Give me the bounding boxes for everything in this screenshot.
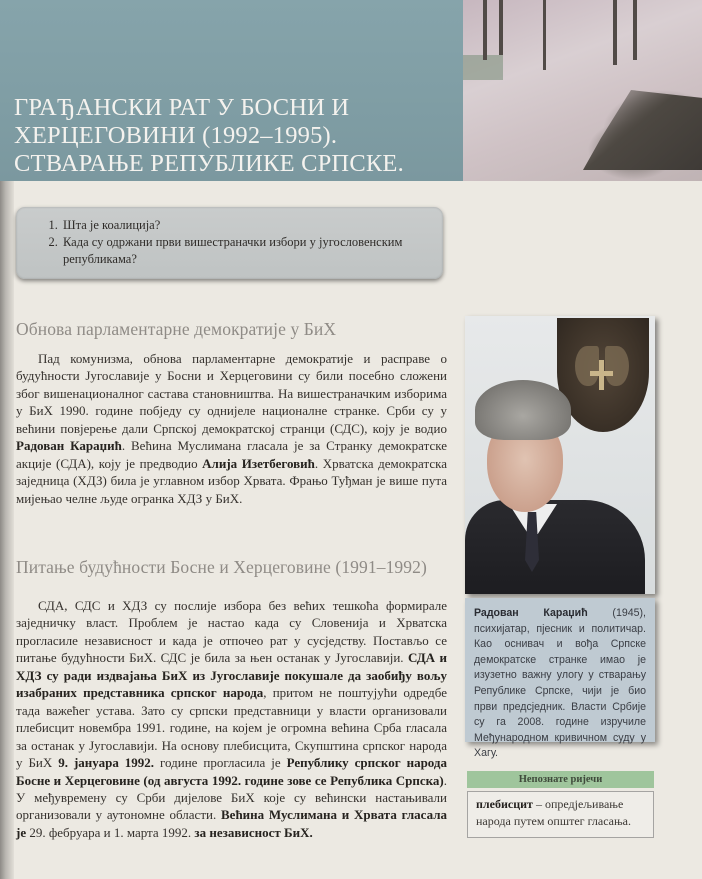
section-heading: Питање будућности Босне и Херцеговине (1991–1992) (16, 557, 427, 577)
chapter-title (14, 94, 454, 178)
question-item: 1. Шта је коалиција? (61, 217, 435, 234)
body-text: . Хрватска демократска заједница (ХДЗ) била је углавном избор Хрвата. Фрањо Туђман је више пута мијењао челне људе огранка ХДЗ у БиХ. (16, 455, 447, 506)
section-heading: Обнова парламентарне демократије у БиХ (16, 319, 337, 339)
portrait-suit-shape (465, 500, 645, 594)
question-item: 2. Када су одржани први вишестраначки избори у југословенским републикама? (61, 234, 435, 268)
glossary-box (467, 791, 654, 838)
photo-pole-shape (483, 0, 487, 60)
chapter-title-line: ГРАЂАНСКИ РАТ У БОСНИ И (14, 94, 350, 121)
portrait-photo (465, 316, 655, 594)
body-text: . Већина Муслимана гласала је за Странку демократске акције (СДА), коју је предводио (16, 438, 447, 471)
photo-pole-shape (613, 0, 617, 65)
war-street-photo (463, 0, 702, 181)
double-headed-eagle-icon (575, 346, 599, 386)
portrait-hair-shape (475, 380, 571, 440)
body-text: . У међувремену су Срби дијелове БиХ које су већински настањивали организовали у аутономне области. (16, 772, 447, 823)
emphasized-text: Радован Караџић (16, 438, 122, 454)
glossary-header: Непознате ријечи (467, 771, 654, 788)
chapter-title-line: СТВАРАЊЕ РЕПУБЛИКЕ СРПСКЕ. (14, 150, 404, 177)
cross-icon (590, 371, 613, 376)
chapter-title-line: ХЕРЦЕГОВИНИ (1992–1995). (14, 122, 338, 149)
glossary-definition: – опредјељивање народа путем општег гласања. (476, 797, 632, 828)
emphasized-text: СДА и ХДЗ су ради издвајања БиХ из Југославије покушале да заобиђу вољу изабраних представника српског народа (16, 650, 447, 701)
caption-name: Радован Караџић (474, 607, 588, 619)
section-paragraph (16, 350, 447, 507)
photo-rubble-shape (583, 90, 702, 170)
glossary-term: плебисцит (476, 797, 533, 811)
body-text: Пад комунизма, обнова парламентарне демократије и расправе о будућности Југославије у Босни и Херцеговини су били посебно сложени због вишенационалног састава становништва. На вишестраначким изборима у БиХ 1990. године побједу су однијеле националне странке. Срби су у већини повјерење дали Српској демократској странци (СДС), коју је водио (16, 351, 447, 436)
emphasized-text: за независност БиХ. (194, 824, 313, 840)
emphasized-text: Алија Изетбеговић (202, 455, 315, 471)
chapter-header-band (0, 0, 463, 181)
review-questions-box (16, 207, 443, 279)
emphasized-text: 9. јануара 1992. (58, 755, 155, 771)
photo-pole-shape (543, 0, 546, 70)
body-text: године прогласила је (154, 755, 287, 771)
photo-pole-shape (499, 0, 503, 55)
body-text: СДА, СДС и ХДЗ су послије избора без већих тешкоћа формирале заједничку власт. Проблем је настао када су Словенија и Хрватска прогласиле независност и када је отпочео рат у сусједству. Постављо се питање будућности БиХ. СДС је била за њен останак у Југославији. (16, 598, 447, 666)
emphasized-text: Већина Муслимана и Хрвата гласала је (16, 807, 448, 840)
emphasized-text: Републику српског народа Босне и Херцеговине (од августа 1992. године зове се Република Српска) (16, 755, 448, 788)
body-text: 29. фебруара и 1. марта 1992. (26, 824, 195, 840)
double-headed-eagle-icon (605, 346, 629, 386)
photo-pole-shape (633, 0, 637, 60)
section-paragraph (16, 597, 447, 841)
caption-text: (1945), психијатар, пјесник и политичар. Као оснивач и вођа Српске демократске странке имао је изузетно важну улогу у стварању Републике Српске, чији је био први предсједник. Власти Србије су га 2008. године изручиле Међународном кривичном суду у Хагу. (474, 607, 646, 760)
portrait-caption (465, 598, 655, 760)
body-text: , притом не поштујући одредбе тада важећег устава. Зато су српски представници у власти организовали плебисцит новембра 1991. године, на којем је огромна већина Срба гласала за останак у Југославији. На основу плебисцита, Скупштина српског народа у БиХ (16, 685, 447, 771)
